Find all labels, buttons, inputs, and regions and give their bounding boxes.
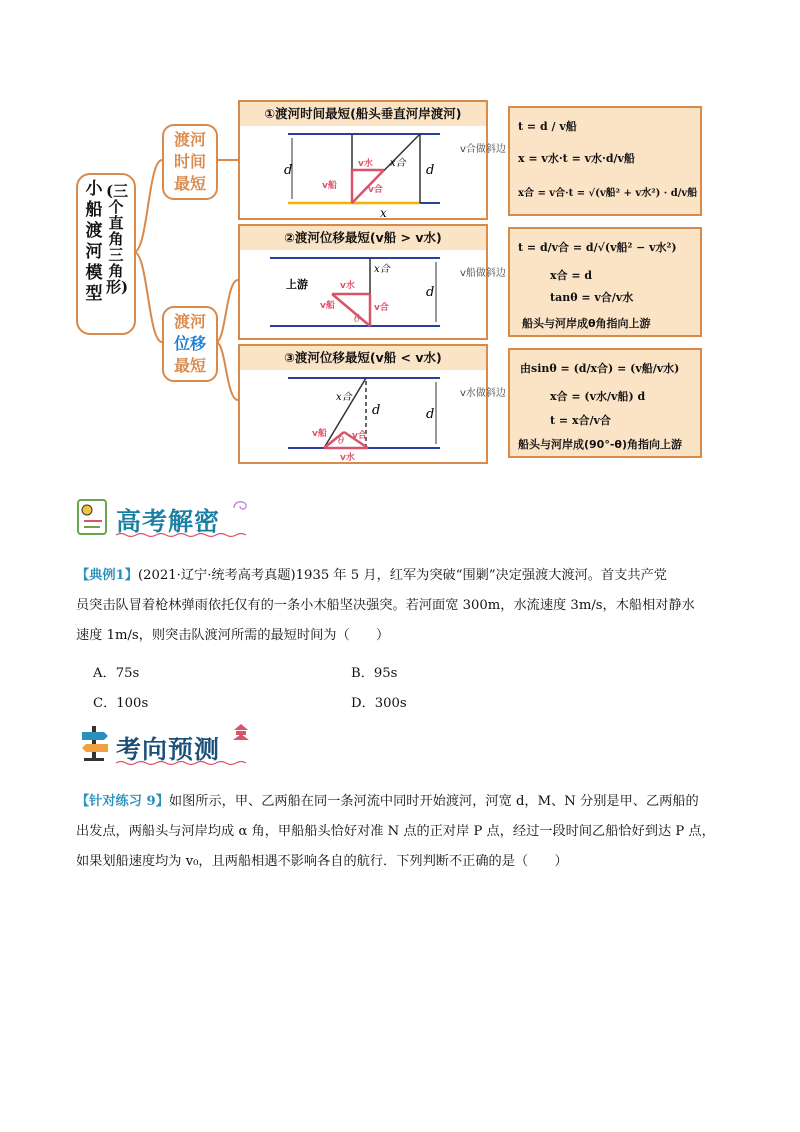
- example1-line1: (2021·辽宁·统考高考真题)1935 年 5 月，红军为突破“围剿”决定强渡大渡河。首支共产党: [137, 568, 667, 583]
- p1-xhe-label: x合: [390, 158, 406, 169]
- p2-note: v船做斜边: [460, 268, 506, 279]
- root-label: 小船渡河模型: [85, 179, 103, 304]
- practice9-line1: 如图所示，甲、乙两船在同一条河流中同时开始渡河，河宽 d，M、N 分别是甲、乙两船的: [168, 794, 699, 809]
- p3-d-right: d: [426, 407, 435, 422]
- practice9-tag: 【针对练习 9】: [76, 794, 169, 809]
- panel-displacement-fast-boat: [238, 224, 506, 340]
- p2-d-label: d: [426, 285, 435, 300]
- p1-d-left: d: [284, 163, 293, 178]
- p3-vhe-label: v合: [352, 431, 367, 441]
- f2-line1: t = d/v合 = d/√(v船² − v水²): [518, 241, 677, 254]
- diagram-displacement-fast-boat: [240, 250, 506, 338]
- f3-line1: 由sinθ = (d/x合) = (v船/v水): [520, 362, 680, 375]
- f3-line2: x合 = (v水/v船) d: [550, 390, 646, 403]
- p1-vchuan-label: v船: [322, 181, 337, 191]
- p2-vchuan-label: v船: [320, 301, 335, 311]
- option-a: A．75s: [93, 666, 140, 681]
- branch-disp-label-2: 位移: [173, 334, 206, 353]
- f2-line4: 船头与河岸成θ角指向上游: [522, 317, 651, 330]
- panel2-title: ②渡河位移最短(v船 > v水): [240, 226, 486, 250]
- p2-vhe-label: v合: [374, 303, 389, 313]
- section-title-gaokao: 高考解密: [116, 507, 221, 536]
- exam-paper-icon: [76, 496, 112, 538]
- root-sub-label: (三个直角三角形): [106, 182, 129, 296]
- option-d: D．300s: [351, 696, 407, 711]
- f3-line3: t = x合/v合: [550, 414, 611, 427]
- example1-line3: 速度 1m/s，则突击队渡河所需的最短时间为（ ）: [76, 628, 390, 643]
- panel3-title: ③渡河位移最短(v船 < v水): [240, 346, 486, 370]
- p3-vshui-label: v水: [340, 453, 355, 463]
- f1-line2: x = v水·t = v水·d/v船: [518, 152, 635, 165]
- p2-upstream-label: 上游: [286, 278, 308, 291]
- p1-note-text: v合做斜边: [460, 144, 506, 155]
- f2-line2: x合 = d: [550, 269, 593, 282]
- p1-x-label: x: [380, 206, 387, 220]
- formula-box-fast-boat: [508, 227, 702, 337]
- branch-time-label-3: 最短: [173, 174, 206, 193]
- f2-line3: tanθ = v合/v水: [550, 291, 634, 304]
- p3-xhe-label: x合: [336, 392, 352, 403]
- formula-box-slow-boat: [508, 348, 702, 458]
- example1-paragraph: [76, 561, 736, 651]
- p2-theta-label: θ: [354, 314, 361, 325]
- f1-line3: x合 = v合·t = √(v船² + v水²) · d/v船: [518, 188, 698, 199]
- p3-d-mid: d: [372, 403, 381, 418]
- branch-disp-label-3: 最短: [173, 356, 206, 375]
- practice9-line3: 如果划船速度均为 v₀，且两船相遇不影响各自的航行．下列判断不正确的是（ ）: [76, 854, 568, 869]
- decor-swirl-icon: [230, 494, 252, 516]
- p1-note: [460, 142, 506, 155]
- diagram-time-shortest: [240, 126, 506, 220]
- p3-theta-label: θ: [338, 436, 345, 447]
- branch-disp-label-1: 渡河: [173, 312, 206, 331]
- p1-d-right: d: [426, 163, 435, 178]
- p2-vshui-label: v水: [340, 281, 355, 291]
- branch-time-shortest: [162, 124, 218, 200]
- panel-time-shortest: [238, 100, 506, 220]
- p1-vshui-label: v水: [358, 159, 373, 169]
- wavy-underline-2: [116, 760, 246, 766]
- panel-displacement-slow-boat: [238, 344, 506, 464]
- p3-note: v水做斜边: [460, 388, 506, 399]
- signpost-icon: [78, 722, 112, 762]
- p1-vhe-label: v合: [368, 185, 383, 195]
- example1-tag: 【典例1】: [76, 568, 138, 583]
- p2-xhe-label: x合: [374, 264, 390, 275]
- decor-pagoda-icon: [230, 722, 252, 744]
- p3-vchuan-label: v船: [312, 429, 327, 439]
- section-title-forecast: 考向预测: [116, 735, 221, 764]
- example1-line2: 员突击队冒着枪林弹雨依托仅有的一条小木船坚决强突。若河面宽 300m，水流速度 3m/s，木船相对静水: [76, 598, 695, 613]
- diagram-displacement-slow-boat: [240, 370, 506, 463]
- formula-box-time: [508, 106, 702, 216]
- option-b: B．95s: [351, 666, 398, 681]
- branch-time-label-1: 渡河: [173, 130, 206, 149]
- branch-displacement-shortest: [162, 306, 218, 382]
- practice9-line2: 出发点，两船头与河岸均成 α 角，甲船船头恰好对准 N 点的正对岸 P 点，经过一段时间乙船恰好到达 P 点，: [76, 824, 715, 839]
- panel1-title: ①渡河时间最短(船头垂直河岸渡河): [240, 102, 486, 126]
- option-c: C．100s: [93, 696, 149, 711]
- branch-time-label-2: 时间: [173, 152, 206, 171]
- practice9-paragraph: [76, 787, 736, 877]
- f3-line4: 船头与河岸成(90°-θ)角指向上游: [518, 438, 682, 451]
- wavy-underline: [116, 532, 246, 538]
- f1-line1: t = d / v船: [518, 120, 577, 133]
